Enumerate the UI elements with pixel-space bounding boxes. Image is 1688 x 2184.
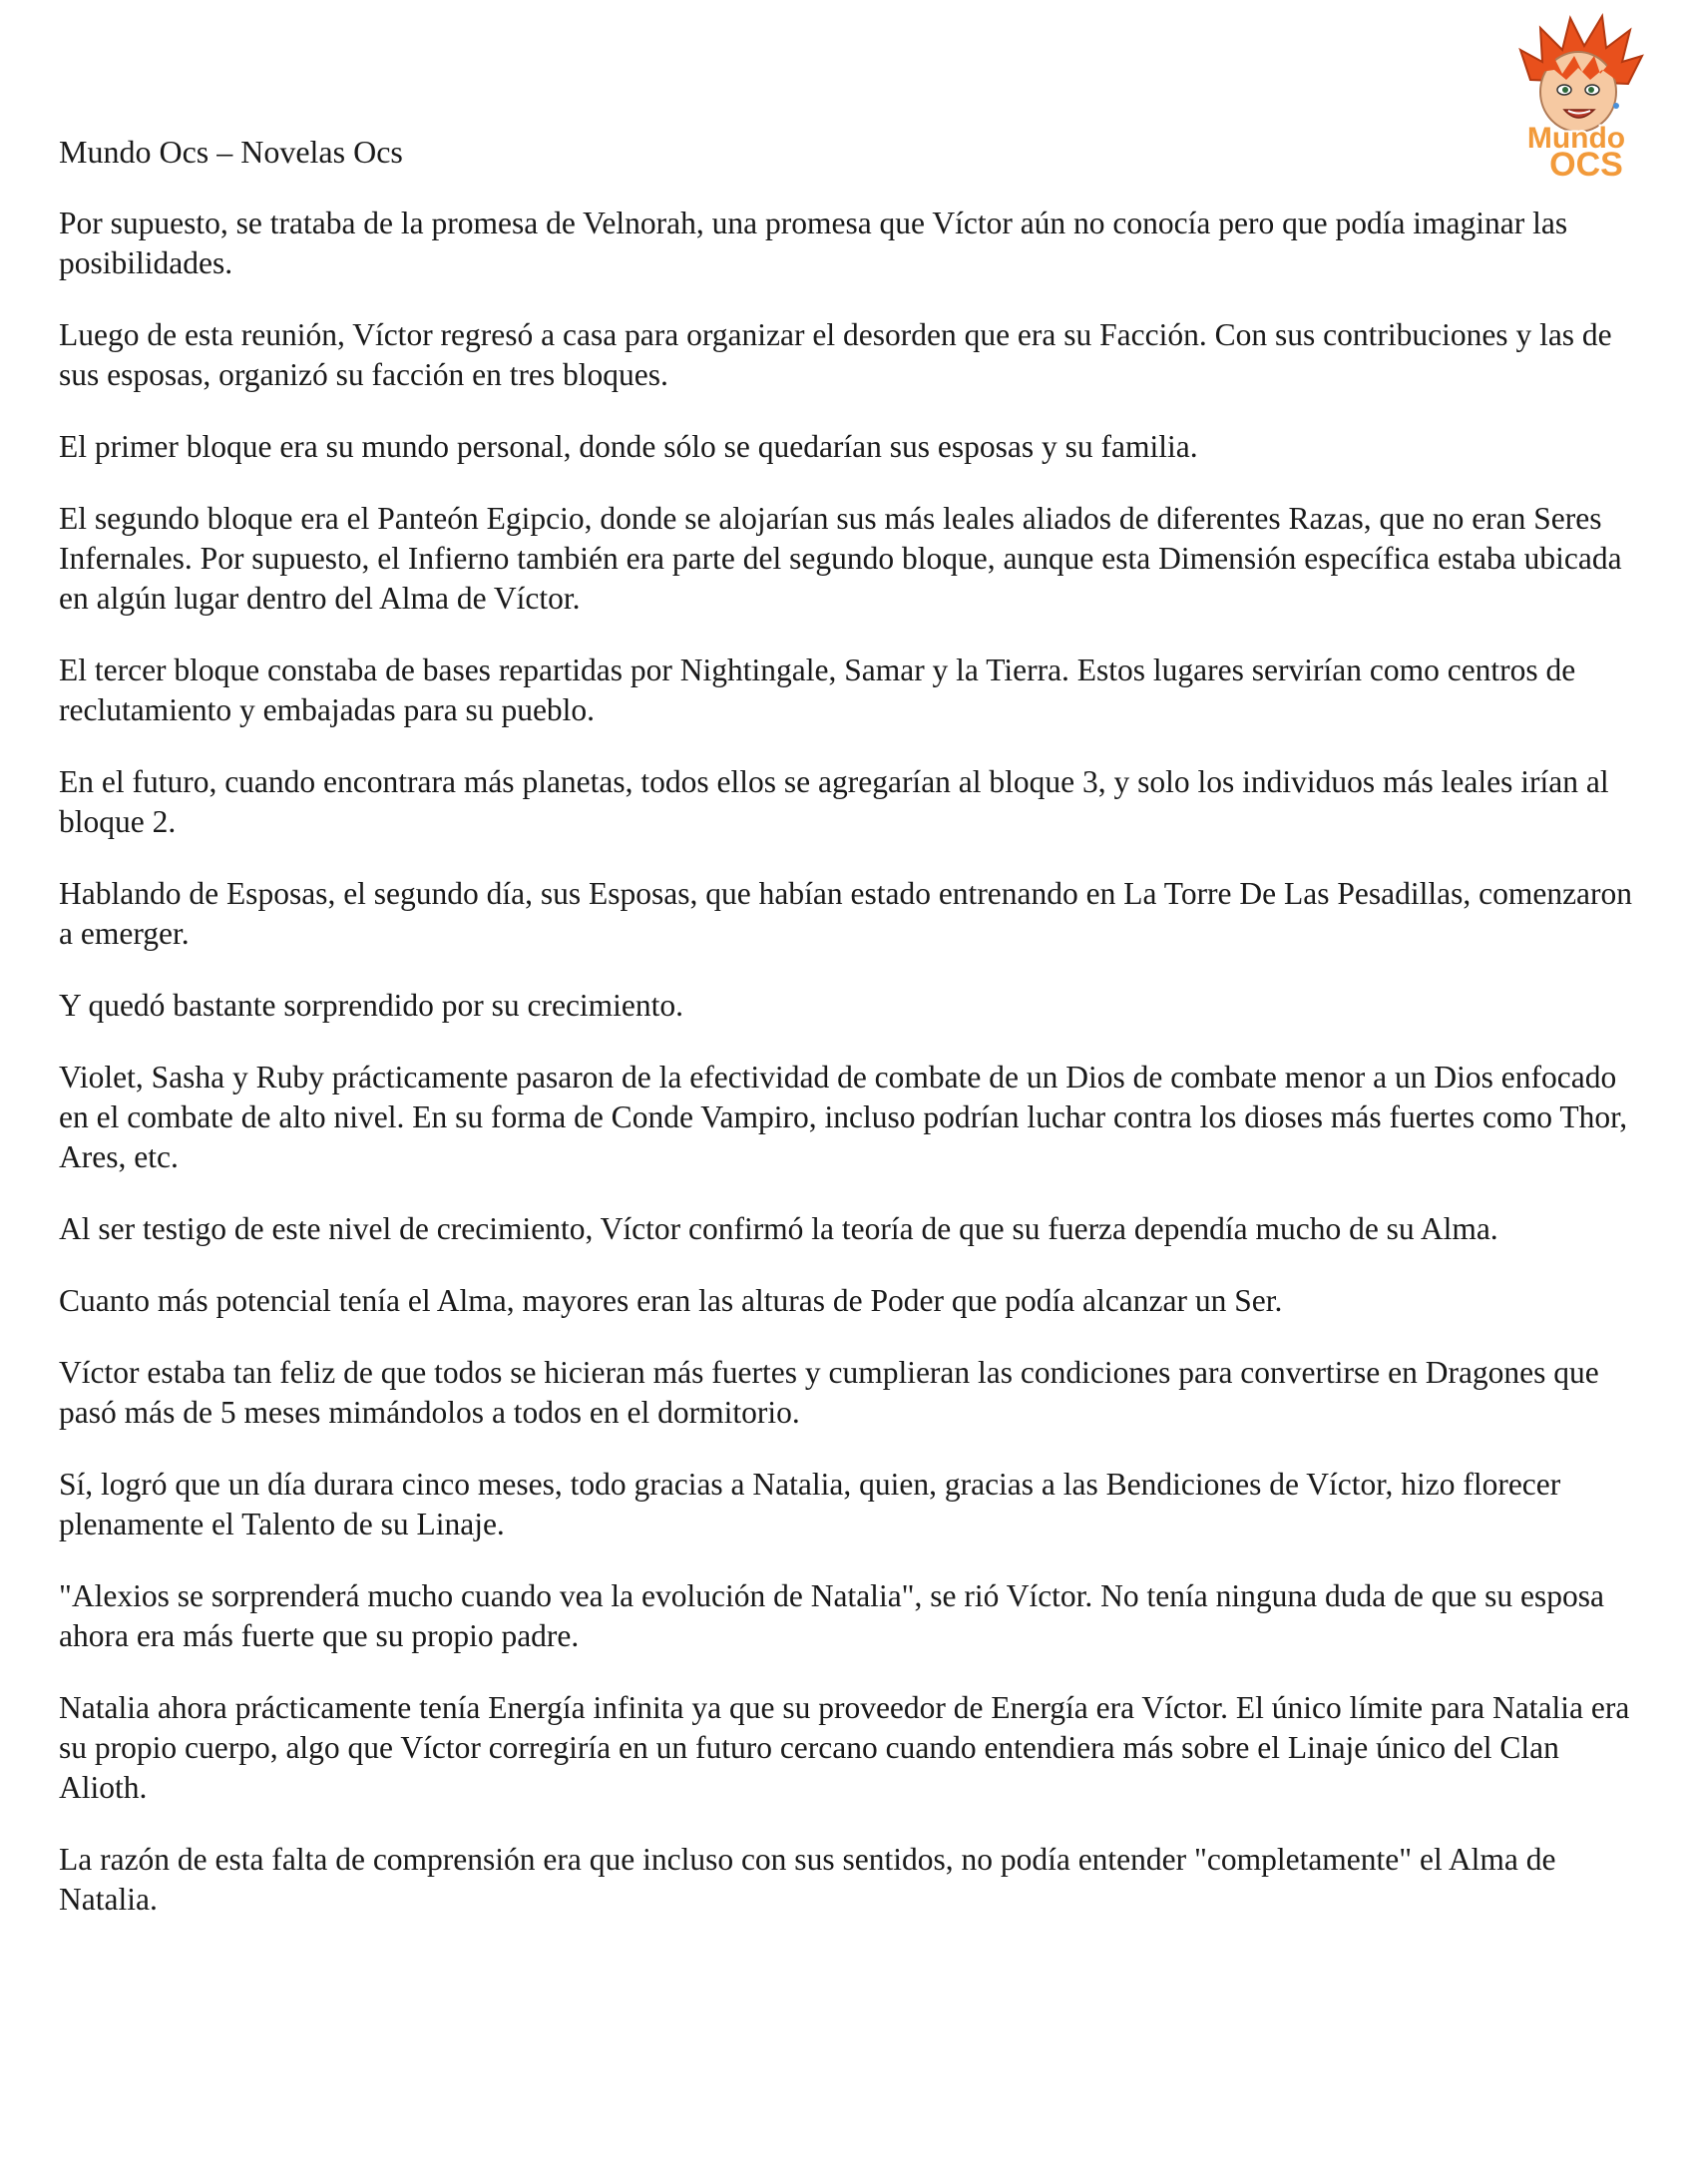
svg-text:Mundo: Mundo	[1526, 122, 1626, 155]
page-header: Mundo Ocs – Novelas Ocs	[59, 134, 403, 170]
paragraph: Luego de esta reunión, Víctor regresó a casa para organizar el desorden que era su Facción. Con sus contribuciones y las de sus esposas, organizó su facción en tres bloques.	[59, 317, 1612, 392]
document-body	[59, 204, 1645, 1952]
paragraph: "Alexios se sorprenderá mucho cuando vea la evolución de Natalia", se rió Víctor. No tenía ninguna duda de que su esposa ahora era más fuerte que su propio padre.	[59, 1578, 1604, 1653]
paragraph: La razón de esta falta de comprensión era que incluso con sus sentidos, no podía entender "completamente" el Alma de Natalia.	[59, 1842, 1556, 1917]
mundo-ocs-logo-icon	[1490, 10, 1662, 182]
paragraph: El tercer bloque constaba de bases repartidas por Nightingale, Samar y la Tierra. Estos lugares servirían como centros de reclutamiento y embajadas para su pueblo.	[59, 653, 1576, 727]
paragraph: Sí, logró que un día durara cinco meses, todo gracias a Natalia, quien, gracias a las Bendiciones de Víctor, hizo florecer plenamente el Talento de su Linaje.	[59, 1467, 1561, 1541]
paragraph: Cuanto más potencial tenía el Alma, mayores eran las alturas de Poder que podía alcanzar un Ser.	[59, 1283, 1283, 1318]
paragraph: Y quedó bastante sorprendido por su crecimiento.	[59, 988, 684, 1023]
paragraph: En el futuro, cuando encontrara más planetas, todos ellos se agregarían al bloque 3, y solo los individuos más leales irían al bloque 2.	[59, 764, 1609, 839]
paragraph: Por supuesto, se trataba de la promesa de Velnorah, una promesa que Víctor aún no conocía pero que podía imaginar las posibilidades.	[59, 206, 1568, 280]
paragraph: Víctor estaba tan feliz de que todos se hicieran más fuertes y cumplieran las condiciones para convertirse en Dragones que pasó más de 5 meses mimándolos a todos en el dormitorio.	[59, 1355, 1599, 1430]
paragraph: Al ser testigo de este nivel de crecimiento, Víctor confirmó la teoría de que su fuerza dependía mucho de su Alma.	[59, 1211, 1498, 1246]
paragraph: Natalia ahora prácticamente tenía Energía infinita ya que su proveedor de Energía era Víctor. El único límite para Natalia era su propio cuerpo, algo que Víctor corregiría en un futuro cercano cuando entendiera más sobre el Linaje único del Clan Alioth.	[59, 1690, 1630, 1805]
paragraph: El segundo bloque era el Panteón Egipcio, donde se alojarían sus más leales aliados de diferentes Razas, que no eran Seres Infernales. Por supuesto, el Infierno también era parte del segundo bloque, aunque esta Dimensión específica estaba ubicada en algún lugar dentro del Alma de Víctor.	[59, 501, 1622, 616]
paragraph: Hablando de Esposas, el segundo día, sus Esposas, que habían estado entrenando en La Torre De Las Pesadillas, comenzaron a emerger.	[59, 876, 1633, 951]
svg-text:OCS: OCS	[1549, 146, 1623, 182]
paragraph: El primer bloque era su mundo personal, donde sólo se quedarían sus esposas y su familia.	[59, 429, 1198, 464]
paragraph: Violet, Sasha y Ruby prácticamente pasaron de la efectividad de combate de un Dios de combate menor a un Dios enfocado en el combate de alto nivel. En su forma de Conde Vampiro, incluso podrían luchar contra los dioses más fuertes como Thor, Ares, etc.	[59, 1060, 1628, 1174]
